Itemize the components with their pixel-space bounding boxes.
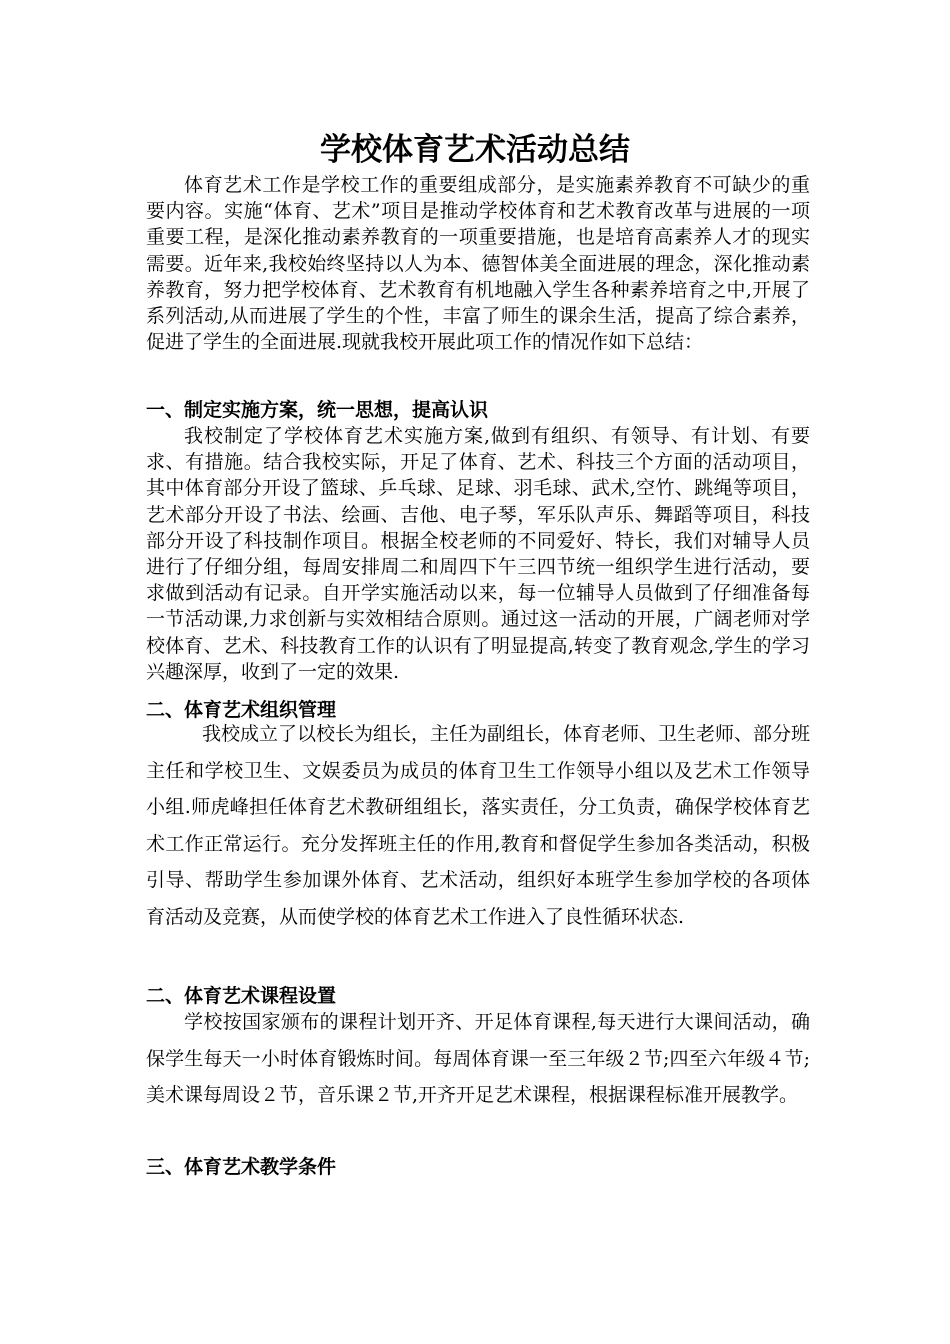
intro-paragraph: 体育艺术工作是学校工作的重要组成部分，是实施素养教育不可缺少的重要内容。实施“体育、艺术”项目是推动学校体育和艺术教育改革与进展的一项重要工程，是深化推动素养教育的一项重要措施，也是培育高素养人才的现实需要。近年来,我校始终坚持以人为本、德智体美全面进展的理念，深化推动素养教育，努力把学校体育、艺术教育有机地融入学生各种素养培育之中,开展了系列活动,从而进展了学生的个性，丰富了师生的课余生活，提高了综合素养，促进了学生的全面进展.现就我校开展此项工作的情况作如下总结： bbox=[146, 174, 810, 354]
section-2-heading: 二、体育艺术组织管理 bbox=[146, 699, 337, 721]
section-2-body: 我校成立了以校长为组长，主任为副组长，体育老师、卫生老师、部分班主任和学校卫生、文娱委员为成员的体育卫生工作领导小组以及艺术工作领导小组.师虎峰担任体育艺术教研组组长，落实责任，分工负责，确保学校体育艺术工作正常运行。充分发挥班主任的作用,教育和督促学生参加各类活动，积极引导、帮助学生参加课外体育、艺术活动，组织好本班学生参加学校的各项体育活动及竞赛，从而使学校的体育艺术工作进入了良性循环状态. bbox=[146, 723, 811, 928]
section-3-body: 学校按国家颁布的课程计划开齐、开足体育课程,每天进行大课间活动，确保学生每天一小时体育锻炼时间。每周体育课一至三年级２节;四至六年级４节;美术课每周设２节，音乐课２节,开齐开足艺术课程，根据课程标准开展教学。 bbox=[146, 1011, 810, 1106]
section-1-body: 我校制定了学校体育艺术实施方案,做到有组织、有领导、有计划、有要求、有措施。结合我校实际，开足了体育、艺术、科技三个方面的活动项目，其中体育部分开设了篮球、乒乓球、足球、羽毛球、武术,空竹、跳绳等项目，艺术部分开设了书法、绘画、吉他、电子琴，军乐队声乐、舞蹈等项目，科技部分开设了科技制作项目。根据全校老师的不同爱好、特长，我们对辅导人员进行了仔细分组，每周安排周二和周四下午三四节统一组织学生进行活动，要求做到活动有记录。自开学实施活动以来，每一位辅导人员做到了仔细准备每一节活动课,力求创新与实效相结合原则。通过这一活动的开展，广阔老师对学校体育、艺术、科技教育工作的认识有了明显提高,转变了教育观念,学生的学习兴趣深厚，收到了一定的效果. bbox=[146, 425, 810, 683]
section-3-heading: 二、体育艺术课程设置 bbox=[146, 985, 337, 1007]
section-4-heading: 三、体育艺术教学条件 bbox=[146, 1156, 337, 1178]
section-1-heading: 一、制定实施方案，统一思想，提高认识 bbox=[146, 399, 489, 421]
document-title: 学校体育艺术活动总结 bbox=[320, 132, 630, 168]
